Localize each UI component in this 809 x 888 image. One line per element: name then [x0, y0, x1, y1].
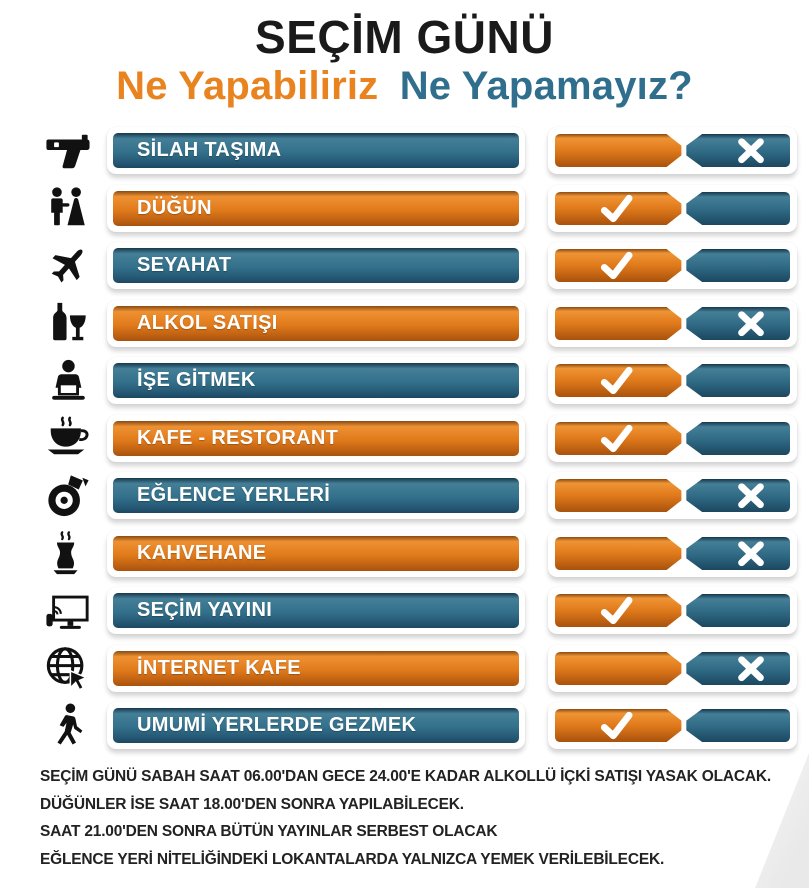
category-bar — [107, 185, 525, 232]
category-label: İŞE GİTMEK — [137, 369, 256, 391]
rules-list — [0, 127, 809, 749]
toggle-teal-segment — [686, 709, 790, 742]
category-label: SİLAH TAŞIMA — [137, 139, 282, 161]
category-bar — [107, 530, 525, 577]
status-toggle-forbidden — [548, 127, 797, 174]
category-label: İNTERNET KAFE — [137, 656, 301, 679]
page-subtitle — [0, 64, 809, 108]
toggle-teal-segment — [686, 594, 790, 627]
rule-row-10 — [0, 645, 809, 692]
rule-row-9 — [0, 587, 809, 634]
rule-row-1 — [0, 127, 809, 174]
status-toggle-allowed — [548, 587, 797, 634]
toggle-orange-segment — [555, 479, 681, 512]
page-title: SEÇİM GÜNÜ — [255, 11, 554, 63]
status-toggle-allowed — [548, 242, 797, 289]
coffee-cup-icon — [40, 415, 94, 462]
toggle-orange-segment — [555, 536, 681, 569]
rule-row-8 — [0, 530, 809, 577]
footnotes — [40, 763, 770, 873]
footnote-broadcast: SAAT 21.00'DEN SONRA BÜTÜN YAYINLAR SERBEST OLACAK — [40, 823, 498, 840]
category-bar — [107, 242, 525, 289]
category-bar — [107, 300, 525, 347]
tea-glass-icon — [40, 530, 94, 577]
rule-row-4 — [0, 300, 809, 347]
toggle-teal-segment — [686, 306, 790, 339]
category-label: ALKOL SATIŞI — [137, 311, 278, 334]
category-bar — [107, 357, 525, 404]
toggle-teal-segment — [686, 191, 790, 224]
toggle-teal-segment — [686, 651, 790, 684]
status-toggle-allowed — [548, 185, 797, 232]
status-toggle-forbidden — [548, 530, 797, 577]
toggle-orange-segment — [555, 651, 681, 684]
category-label: UMUMİ YERLERDE GEZMEK — [137, 714, 417, 736]
footnote-alcohol: SEÇİM GÜNÜ SABAH SAAT 06.00'DAN GECE 24.00'E KADAR ALKOLLÜ İÇKİ SATIŞI YASAK OLACAK. — [40, 768, 771, 785]
footnote-venues: EĞLENCE YERİ NİTELİĞİNDEKİ LOKANTALARDA YALNIZCA YEMEK VERİLEBİLECEK. — [40, 850, 665, 868]
toggle-teal-segment — [686, 536, 790, 569]
status-toggle-forbidden — [548, 645, 797, 692]
status-toggle-allowed — [548, 357, 797, 404]
wine-bottle-icon — [40, 300, 94, 347]
status-toggle-allowed — [548, 415, 797, 462]
category-label: KAFE - RESTORANT — [137, 426, 339, 449]
toggle-teal-segment — [686, 134, 790, 167]
toggle-orange-segment — [555, 306, 681, 339]
airplane-icon — [40, 242, 94, 289]
category-bar — [107, 415, 525, 462]
category-bar — [107, 127, 525, 174]
toggle-teal-segment — [686, 249, 790, 282]
category-bar — [107, 702, 525, 749]
category-label: KAHVEHANE — [137, 541, 267, 564]
rule-row-3 — [0, 242, 809, 289]
toggle-teal-segment — [686, 421, 790, 454]
rule-row-5 — [0, 357, 809, 404]
status-toggle-forbidden — [548, 472, 797, 519]
toggle-teal-segment — [686, 364, 790, 397]
rule-row-7 — [0, 472, 809, 519]
category-bar — [107, 645, 525, 692]
person-laptop-icon — [40, 357, 94, 404]
status-toggle-forbidden — [548, 300, 797, 347]
category-label: SEYAHAT — [137, 254, 232, 276]
toggle-orange-segment — [555, 134, 681, 167]
rule-row-11 — [0, 702, 809, 749]
wedding-couple-icon — [40, 185, 94, 232]
header — [0, 12, 809, 108]
subtitle-cannot: Ne Yapamayız? — [399, 63, 693, 108]
walking-person-icon — [40, 702, 94, 749]
category-label: SEÇİM YAYINI — [137, 599, 273, 621]
category-bar — [107, 587, 525, 634]
vinyl-record-hand-icon — [40, 472, 94, 519]
globe-cursor-icon — [40, 645, 94, 692]
gun-icon — [40, 127, 94, 174]
footnote-weddings: DÜĞÜNLER İSE SAAT 18.00'DEN SONRA YAPILABİLECEK. — [40, 795, 464, 813]
category-bar — [107, 472, 525, 519]
category-label: DÜĞÜN — [137, 196, 212, 219]
status-toggle-allowed — [548, 702, 797, 749]
category-label: EĞLENCE YERLERİ — [137, 484, 331, 506]
rule-row-6 — [0, 415, 809, 462]
toggle-teal-segment — [686, 479, 790, 512]
rule-row-2 — [0, 185, 809, 232]
subtitle-can: Ne Yapabiliriz — [116, 63, 379, 108]
tv-monitor-icon — [40, 587, 94, 634]
